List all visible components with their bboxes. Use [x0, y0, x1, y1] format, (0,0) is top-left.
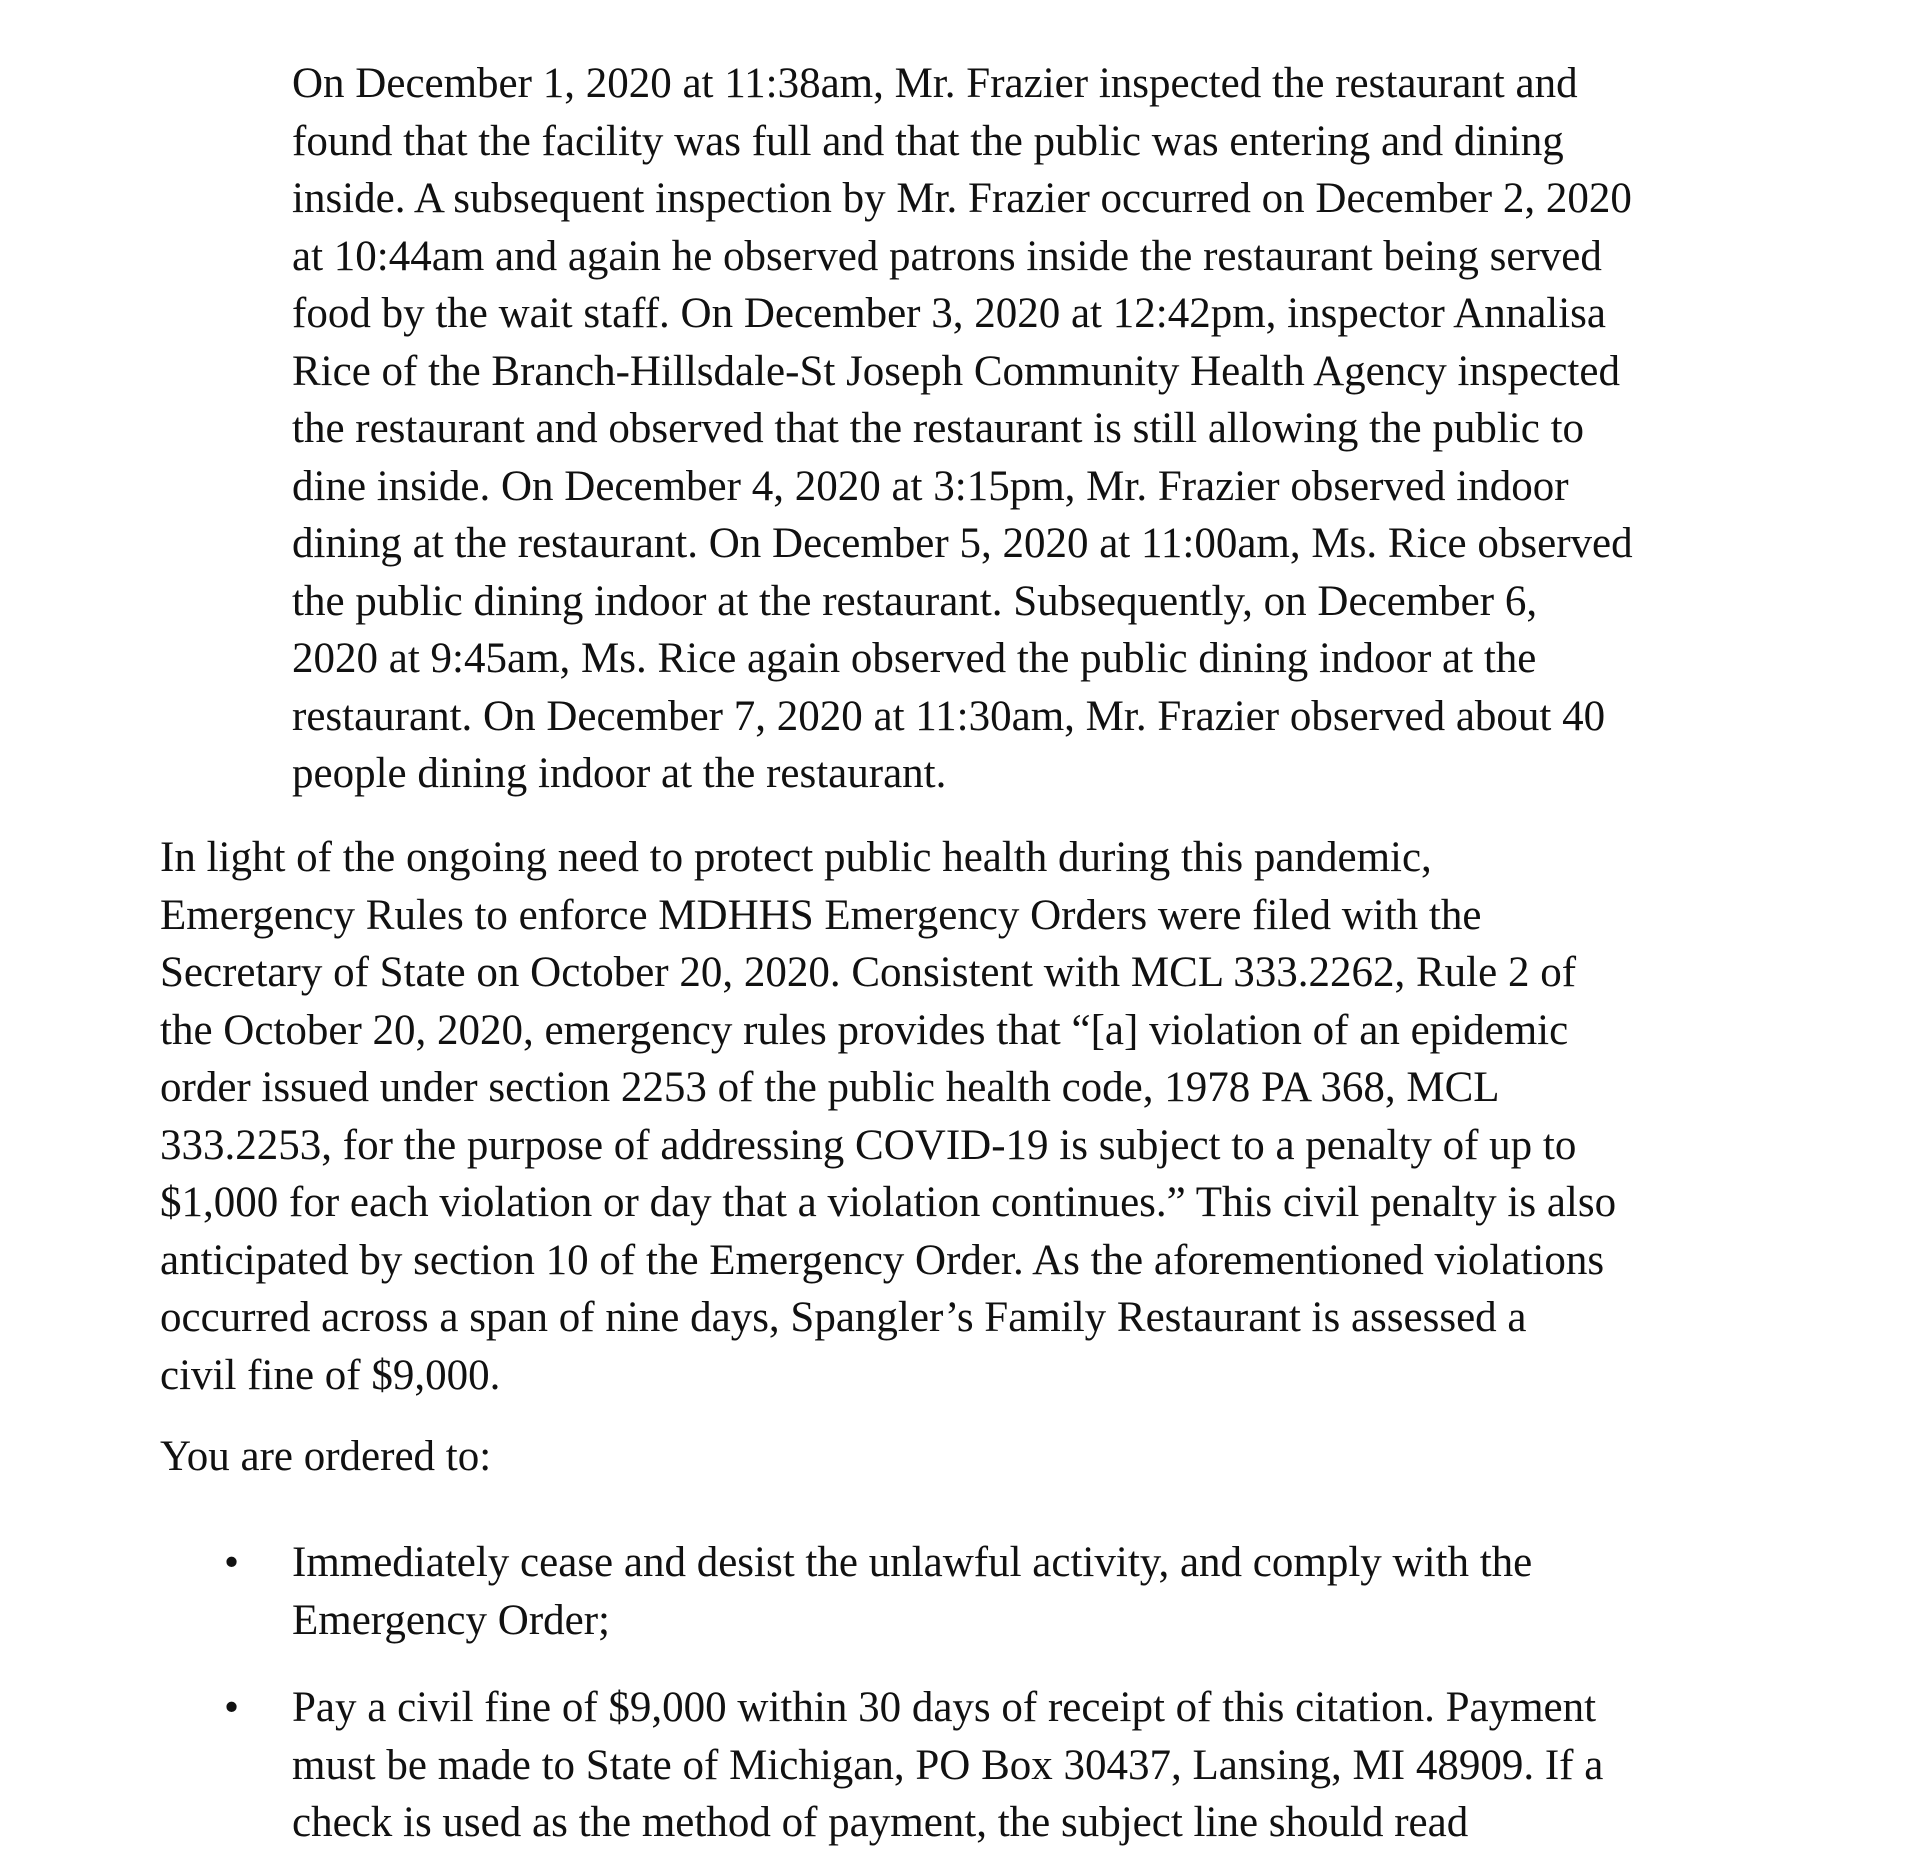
text-line: Emergency Rules to enforce MDHHS Emergency Orders were filed with the — [160, 891, 1482, 939]
text-line: Secretary of State on October 20, 2020. Consistent with MCL 333.2262, Rule 2 of — [160, 949, 1577, 996]
text-line: inside. A subsequent inspection by Mr. Frazier occurred on December 2, 2020 — [292, 175, 1632, 222]
text-line: Emergency Order; — [292, 1596, 610, 1644]
text-line: Rice of the Branch-Hillsdale-St Joseph Community Health Agency inspected — [292, 347, 1620, 395]
text-line: dine inside. On December 4, 2020 at 3:15pm, Mr. Frazier observed indoor — [292, 462, 1569, 510]
text-line: On December 1, 2020 at 11:38am, Mr. Frazier inspected the restaurant and — [292, 60, 1578, 107]
text-line: found that the facility was full and that the public was entering and dining — [292, 117, 1564, 165]
bullet-text — [292, 1679, 1603, 1852]
text-line: In light of the ongoing need to protect public health during this pandemic, — [160, 834, 1432, 881]
text-line: order issued under section 2253 of the public health code, 1978 PA 368, MCL — [160, 1064, 1500, 1111]
text-line: restaurant. On December 7, 2020 at 11:30am, Mr. Frazier observed about 40 — [292, 692, 1606, 740]
text-line: Immediately cease and desist the unlawful activity, and comply with the — [292, 1539, 1533, 1586]
emergency-rules-paragraph — [160, 829, 1616, 1404]
text-line: food by the wait staff. On December 3, 2020 at 12:42pm, inspector Annalisa — [292, 290, 1606, 337]
text-line: check is used as the method of payment, the subject line should read — [292, 1799, 1469, 1846]
text-line: the October 20, 2020, emergency rules provides that “[a] violation of an epidemic — [160, 1006, 1569, 1054]
text-line: must be made to State of Michigan, PO Box 30437, Lansing, MI 48909. If a — [292, 1741, 1604, 1789]
text-line: anticipated by section 10 of the Emergency Order. As the aforementioned violations — [160, 1236, 1605, 1284]
text-line: occurred across a span of nine days, Spangler’s Family Restaurant is assessed a — [160, 1294, 1527, 1341]
bullet-text — [292, 1534, 1532, 1649]
text-line: at 10:44am and again he observed patrons inside the restaurant being served — [292, 232, 1602, 280]
ordered-to-heading — [160, 1428, 491, 1486]
text-line: $1,000 for each violation or day that a violation continues.” This civil penalty is also — [160, 1179, 1617, 1226]
text-line: civil fine of $9,000. — [160, 1351, 501, 1399]
text-line: Pay a civil fine of $9,000 within 30 days of receipt of this citation. Payment — [292, 1684, 1597, 1731]
text-line: people dining indoor at the restaurant. — [292, 750, 947, 797]
text-line: dining at the restaurant. On December 5, 2020 at 11:00am, Ms. Rice observed — [292, 520, 1633, 567]
bullet-marker-icon: • — [224, 1539, 240, 1586]
inspection-paragraph — [292, 55, 1633, 803]
text-line: 2020 at 9:45am, Ms. Rice again observed the public dining indoor at the — [292, 635, 1537, 682]
text-line: You are ordered to: — [160, 1433, 492, 1480]
text-line: 333.2253, for the purpose of addressing COVID-19 is subject to a penalty of up to — [160, 1121, 1577, 1169]
text-line: the public dining indoor at the restaurant. Subsequently, on December 6, — [292, 577, 1538, 625]
bullet-marker-icon: • — [224, 1684, 240, 1731]
text-line: the restaurant and observed that the restaurant is still allowing the public to — [292, 405, 1585, 452]
